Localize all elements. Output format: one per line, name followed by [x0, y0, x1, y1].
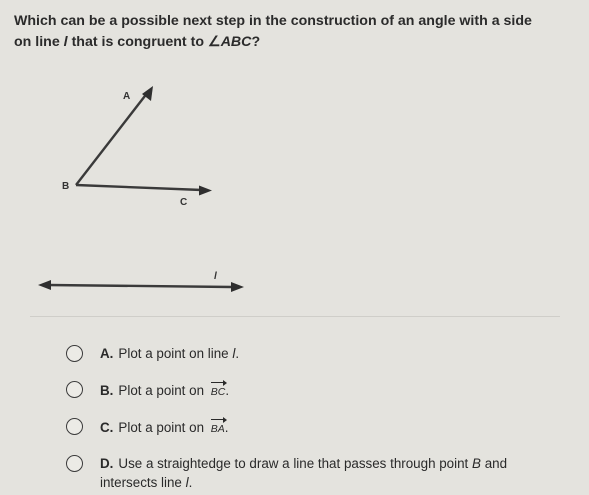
question-line-variable: l: [63, 34, 68, 50]
point-a-label: A: [123, 91, 131, 102]
option-a-tail: .: [235, 346, 240, 361]
option-a-line: l: [232, 346, 236, 361]
point-c-label: C: [180, 197, 188, 208]
option-b-label: Plot a point on: [118, 383, 205, 398]
option-d-and: and: [484, 456, 508, 471]
ray-ba: [76, 92, 148, 185]
ray-bc: [76, 185, 202, 190]
ray-bc-arrowhead: [199, 186, 212, 196]
option-c[interactable]: [66, 417, 566, 439]
option-d-point: B: [472, 456, 481, 471]
line-l-right-arrowhead: [231, 282, 244, 292]
option-c-label: Plot a point on: [118, 420, 205, 435]
option-a[interactable]: [66, 344, 566, 363]
option-d-radio[interactable]: [66, 455, 83, 472]
option-d-text: [100, 454, 507, 492]
question-end: ?: [251, 34, 261, 50]
line-l-left-arrowhead: [38, 280, 51, 290]
option-d-tail: .: [188, 475, 193, 490]
angle-symbol: ∠: [207, 34, 221, 50]
divider: [30, 316, 560, 317]
question-line-2-start: on line: [14, 34, 60, 50]
option-d-line-2: intersects line: [100, 475, 182, 490]
option-b-letter: B.: [100, 383, 114, 398]
point-b-label: B: [62, 181, 70, 192]
option-b-ray: [211, 380, 226, 402]
option-c-ray: [211, 417, 225, 439]
option-a-radio[interactable]: [66, 345, 83, 362]
option-c-ray-name: BA: [210, 423, 225, 435]
option-c-letter: C.: [100, 420, 114, 435]
option-d[interactable]: [66, 454, 566, 492]
option-d-label: Use a straightedge to draw a line that passes through point: [118, 456, 469, 471]
option-b[interactable]: [66, 380, 566, 402]
option-d-letter: D.: [100, 456, 114, 471]
option-b-ray-name: BC: [210, 386, 226, 398]
option-a-text: [100, 344, 239, 363]
option-a-letter: A.: [100, 346, 114, 361]
option-c-text: [100, 417, 229, 439]
question-line-2-mid: that is congruent to: [71, 34, 204, 50]
option-c-radio[interactable]: [66, 418, 83, 435]
option-b-tail: .: [225, 383, 230, 398]
option-a-label: Plot a point on line: [118, 346, 229, 361]
option-c-tail: .: [224, 420, 229, 435]
line-l: [48, 285, 232, 287]
line-l-label: l: [214, 271, 217, 282]
question-line-1: Which can be a possible next step in the construction of an angle with a side: [14, 13, 532, 29]
option-d-line: l: [185, 475, 189, 490]
option-b-radio[interactable]: [66, 381, 83, 398]
angle-name: ABC: [220, 34, 252, 50]
option-b-text: [100, 380, 229, 402]
